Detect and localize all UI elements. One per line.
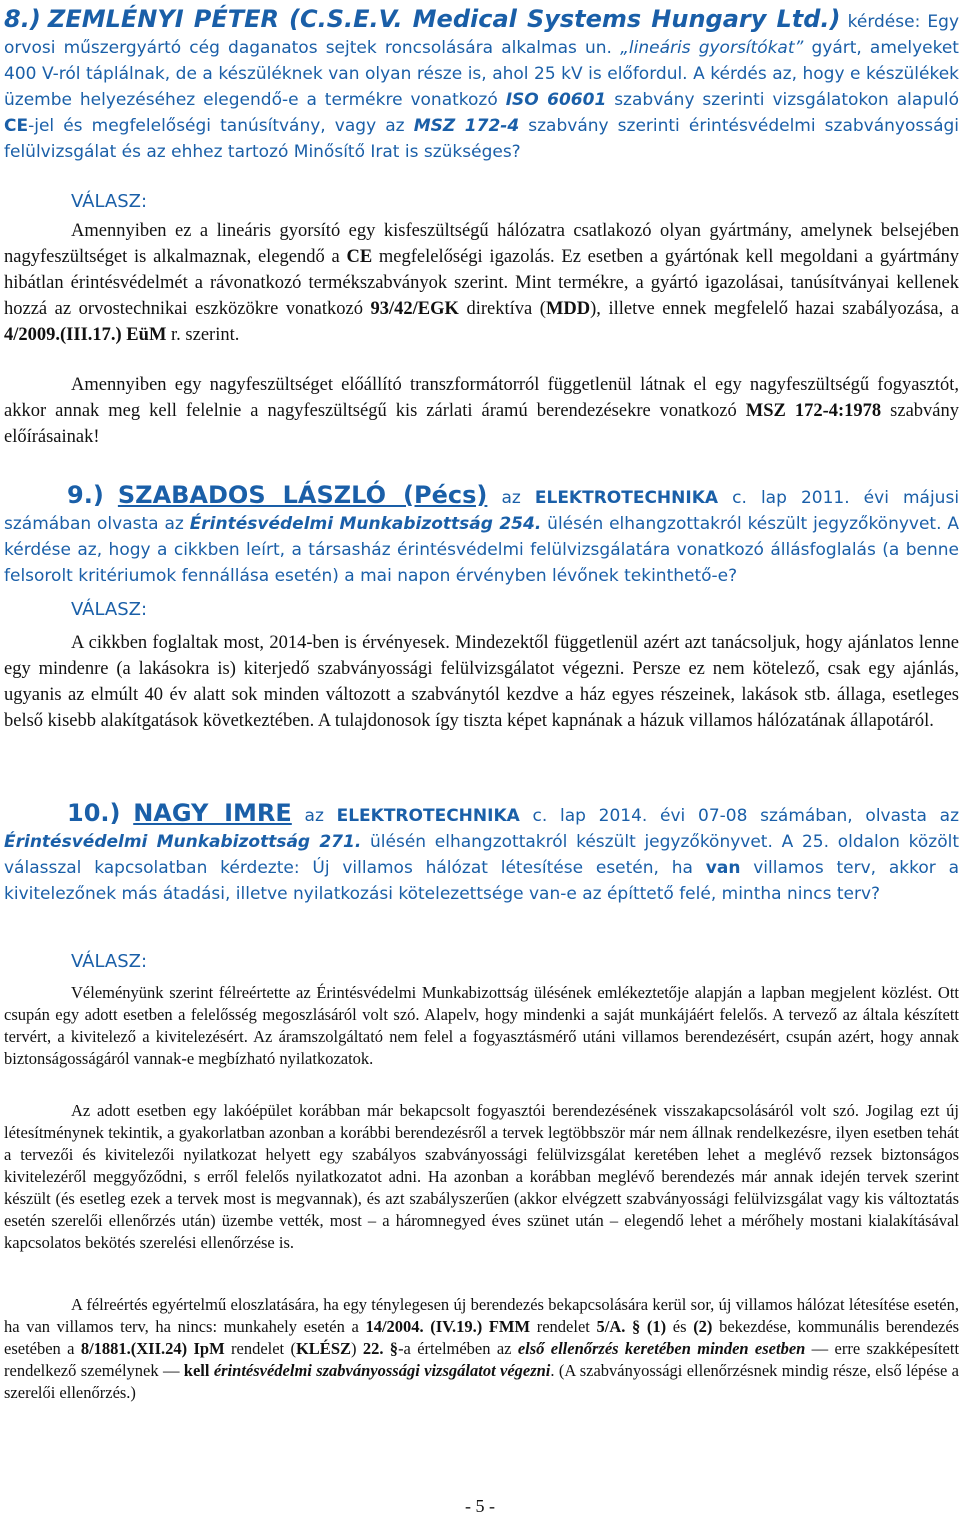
s10-p3h: (1) [646, 1317, 667, 1336]
section-10-valasz: VÁLASZ: [71, 951, 148, 972]
s8-a1i: r. szerint. [171, 325, 240, 345]
s10-q3: ülésén elhangzottakról készült jegyzőkönyvet. A 25. oldalon közölt válasszal kapcsolatban kérdezte: Új villamos hálózat létesítése esetén, ha [4, 832, 960, 878]
section-8-q4: szabvány szerinti vizsgálatokon alapuló [614, 90, 959, 110]
s9-q2: c. lap 2011. évi májusi számában olvasta az [4, 488, 960, 534]
s9-ev: Érintésvédelmi Munkabizottság 254. [189, 514, 542, 534]
section-9-number: 9.) [67, 481, 104, 509]
section-9-name: SZABADOS LÁSZLÓ (Pécs) [117, 481, 488, 509]
s10-p3k: bekezdése, kommunális berendezés esetében a [4, 1317, 960, 1358]
s10-p3u: érintésvédelmi szabványossági vizsgálatot végezni [213, 1361, 551, 1380]
s10-van: van [705, 858, 741, 878]
section-8-q2: gyárt, amelyeket 400 V-ról táplálnak, de a készüléknek van olyan része is, ahol 25 kV is előfordul. [4, 38, 959, 84]
s10-p3l: 8/1881.(XII.24) IpM [80, 1339, 225, 1358]
section-8-q3: A kérdés az, hogy e készülékek üzembe helyezéséhez elegendő-e a termékre vonatkozó [4, 64, 959, 110]
s10-p3i: és [672, 1317, 687, 1336]
section-8-msz: MSZ 172-4 [413, 116, 520, 136]
s10-p3e: rendelet [536, 1317, 590, 1336]
s10-q2: c. lap 2014. évi 07-08 számában, olvasta az [532, 806, 960, 826]
section-8-ce: CE [4, 116, 29, 136]
section-8-q6: szabvány szerinti érintésvédelmi szabványossági felülvizsgálat és az ehhez tartozó Minősítő Irat is szükséges? [4, 116, 960, 162]
s8-a1: Amennyiben ez a lineáris gyorsító egy kisfeszültségű hálózatra csatlakozó olyan gyártmány, amelynek belsejében nagyfeszültséget is alkalmaznak, elegendő a [4, 221, 959, 267]
section-8-iso: ISO 60601 [505, 90, 607, 110]
s8-a2b: MSZ 172-4:1978 [745, 401, 882, 421]
s8-a2: Amennyiben egy nagyfeszültséget előállító transzformátorról függetlenül látnak el egy nagyfeszültségű fogyasztót, akkor annak meg kell felelnie a nagyfeszültségű kis zárlati áramú berendezésekre vonatkozó [4, 375, 959, 421]
section-8-q-italic: „lineáris gyorsítókat” [620, 38, 804, 58]
section-8-answer-2 [4, 372, 959, 450]
s10-q1: az [304, 806, 324, 826]
section-9-question [4, 482, 959, 589]
section-9-valasz: VÁLASZ: [71, 599, 148, 620]
s10-p3s: — erre szakképesített rendelkező személynek — [4, 1339, 960, 1380]
section-8-name: ZEMLÉNYI PÉTER (C.S.E.V. Medical Systems Hungary Ltd.) [47, 5, 841, 33]
page-number: - 5 - [465, 1496, 495, 1516]
s10-p3p: 22. § [362, 1339, 399, 1358]
s10-p3m: rendelet ( [231, 1339, 296, 1358]
section-10-para-1: Véleményünk szerint félreértette az Érintésvédelmi Munkabizottság ülésének emlékeztetője alapján a lapban megjelent közlést. Ott csupán egy adott esetben a felelősség megoszlásáról volt szó. Alapelv, hogy mindenki a saját munkájáért felelős. A tervező az általa készített tervért, a kivitelező a kivitelezésért. Az áramszolgáltató nem felel a fogyasztásmérő utáni villamos berendezésért, csupán azért, hogy annak biztonságosságáról vannak-e megbízható nyilatkozatok. [4, 983, 959, 1068]
s10-p3n: KLÉSZ [295, 1339, 351, 1358]
s10-p3j: (2) [693, 1317, 713, 1336]
s8-a1h: 4/2009.(III.17.) EüM [4, 325, 167, 345]
s8-a1g: ), illetve ennek megfelelő hazai szabályozása, a [590, 299, 960, 319]
s8-a2c: szabvány előírásainak! [4, 401, 959, 447]
s10-q4: villamos terv, akkor a kivitelezőnek más átadási, illetve nyilatkozási kötelezettsége van-e az építtető felé, mintha nincs terv? [4, 858, 959, 904]
section-8-valasz: VÁLASZ: [71, 191, 148, 212]
s10-p3d: 14/2004. (IV.19.) FMM [365, 1317, 531, 1336]
s8-a1f: MDD [545, 299, 591, 319]
section-10-number: 10.) [67, 799, 121, 827]
s9-q3: ülésén elhangzottakról készült jegyzőkönyvet. A kérdése az, hogy a cikkben leírt, a társasház érintésvédelmi felülvizsgálatára vonatkozó állásfoglalás (a benne felsorolt kritériumok fennállása esetén) a mai napon érvényben lévőnek tekinthető-e? [4, 514, 960, 586]
s8-a1d: 93/42/EGK [370, 299, 459, 319]
section-8-answer-1 [4, 218, 959, 348]
section-10-question [4, 800, 959, 907]
s8-a1b: CE [346, 247, 373, 267]
section-10-para-3 [4, 1294, 959, 1404]
section-10-para-2: Az adott esetben egy lakóépület korábban már bekapcsolt fogyasztói berendezésének visszakapcsolásáról volt szó. Jogilag ezt új létesítménynek tekintik, a gyakorlatban azonban a korábbi berendezésről a tervek legtöbbször már nem állnak rendelkezésre, ilyen esetben tehát a tervezői és kivitelezői nyilatkozat helyett egy szabályos szabványossági felülvizsgálat keretében lehet a meglévő rezsek biztonságos kivitelezéről meggyőződni, s erről felelős nyilatkozatot adni. Ha azonban a korábban meglévő berendezés már annak idején tervek szerint készült (és esetleg ezek a tervek most is megvannak), és azt szabályszerűen (akkor elvégzett szabványossági felülvizsgálat vagy kis változtatás esetén szerelői ellenőrzés után) üzembe vették, most – a háromnegyed éves szünet után – elegendő lehet a mérőhely mostani kialakításával kapcsolatos bekötés szerelési ellenőrzése is. [4, 1101, 959, 1252]
s10-p3t: kell [183, 1361, 210, 1380]
s8-a1c: megfelelőségi igazolás. Ez esetben a gyártónak kell megoldani a gyártmány hibátlan érintésvédelmét a rávonatkozó termékszabványok szerint. Mint termékre, a gyártó igazolásai, tanúsítványai kellenek hozzá az orvostechnikai eszközökre vonatkozó [4, 247, 959, 319]
s10-p3v: . (A szabványossági ellenőrzésnek mindig része, első lépése a szerelői ellenőrzés.) [4, 1361, 959, 1402]
section-8-number: 8.) [4, 5, 41, 33]
s10-p3f: 5/A. [596, 1317, 626, 1336]
s10-p3o: ) [351, 1339, 357, 1358]
section-8-q1: kérdése: Egy orvosi műszergyártó cég daganatos sejtek roncsolására alkalmas un. [4, 12, 960, 58]
section-10-name: NAGY IMRE [133, 799, 292, 827]
s8-a1e: direktíva ( [466, 299, 546, 319]
s9-q1: az [501, 488, 521, 508]
s10-elektro: ELEKTROTECHNIKA [336, 806, 520, 826]
s10-p3a: A félreértés egyértelmű eloszlatására, ha egy ténylegesen új berendezés bekapcsolására kerül sor, új villamos hálózat létesítése esetén, ha van villamos terv, ha nincs: munkahely esetén a [4, 1295, 959, 1336]
s9-elektro: ELEKTROTECHNIKA [534, 488, 719, 508]
section-8-q5: -jel és megfelelőségi tanúsítvány, vagy az [28, 116, 405, 136]
s10-p3g: § [632, 1317, 641, 1336]
s10-ev: Érintésvédelmi Munkabizottság 271. [4, 832, 362, 852]
section-8-question [4, 6, 959, 165]
s10-p3q: -a értelmében az [398, 1339, 512, 1358]
s10-p3r: első ellenőrzés keretében minden esetben [517, 1339, 806, 1358]
section-9-answer: A cikkben foglaltak most, 2014-ben is érvényesek. Mindezektől függetlenül azért azt tanácsoljuk, hogy ajánlatos lenne egy mindenre (a lakásokra is) kiterjedő szabványossági felülvizsgálatot végezni. Persze ez nem kötelező, csak egy ajánlás, ugyanis az elmúlt 40 év alatt sok minden változott a szabványtól kezdve a ház egyes részeinek, lakások stb. állaga, esetleges belső kisebb alakítgatások következtében. A tulajdonosok így tiszta képet kapnának a házuk villamos hálózatának állapotáról. [4, 633, 959, 731]
